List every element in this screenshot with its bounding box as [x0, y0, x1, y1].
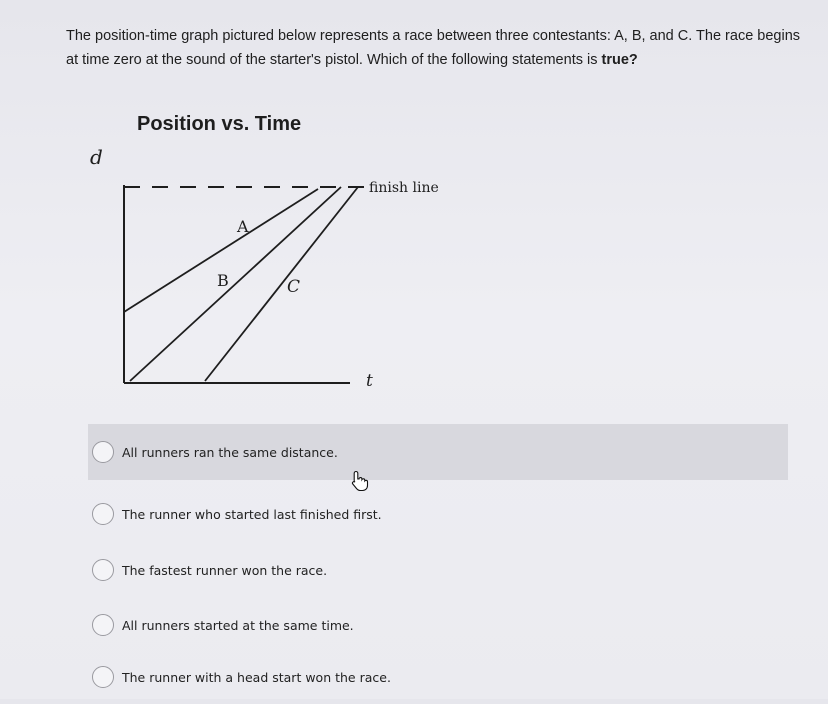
- question-emphasis: true?: [601, 52, 638, 68]
- option-label: The fastest runner won the race.: [122, 562, 328, 578]
- option-5[interactable]: [88, 650, 788, 704]
- hand-cursor-icon: [350, 470, 370, 492]
- option-3[interactable]: [88, 543, 788, 597]
- graph-title: Position vs. Time: [137, 113, 302, 135]
- y-axis-label: d: [90, 145, 103, 169]
- option-2[interactable]: [88, 487, 788, 541]
- option-label: All runners started at the same time.: [122, 617, 354, 633]
- option-label: The runner who started last finished first.: [122, 506, 382, 522]
- radio-circle-icon[interactable]: [92, 503, 114, 525]
- option-1[interactable]: [88, 424, 788, 480]
- radio-circle-icon[interactable]: [92, 441, 114, 463]
- option-label: All runners ran the same distance.: [122, 444, 338, 460]
- finish-line-label: finish line: [369, 180, 439, 196]
- radio-circle-icon[interactable]: [92, 559, 114, 581]
- radio-circle-icon[interactable]: [92, 614, 114, 636]
- option-4[interactable]: [88, 598, 788, 652]
- line-b-label: B: [217, 271, 229, 290]
- option-label: The runner with a head start won the race.: [122, 669, 391, 685]
- line-b: [130, 187, 341, 381]
- line-a-label: A: [237, 217, 249, 236]
- radio-circle-icon[interactable]: [92, 666, 114, 688]
- question-prefix: The position-time graph pictured below represents a race between three contestants: A, B, and C. The race begins at time zero at the sound of the starter's pistol. Which of the following statements is: [66, 28, 801, 68]
- line-c-label: C: [287, 277, 301, 297]
- x-axis-label: t: [366, 371, 373, 391]
